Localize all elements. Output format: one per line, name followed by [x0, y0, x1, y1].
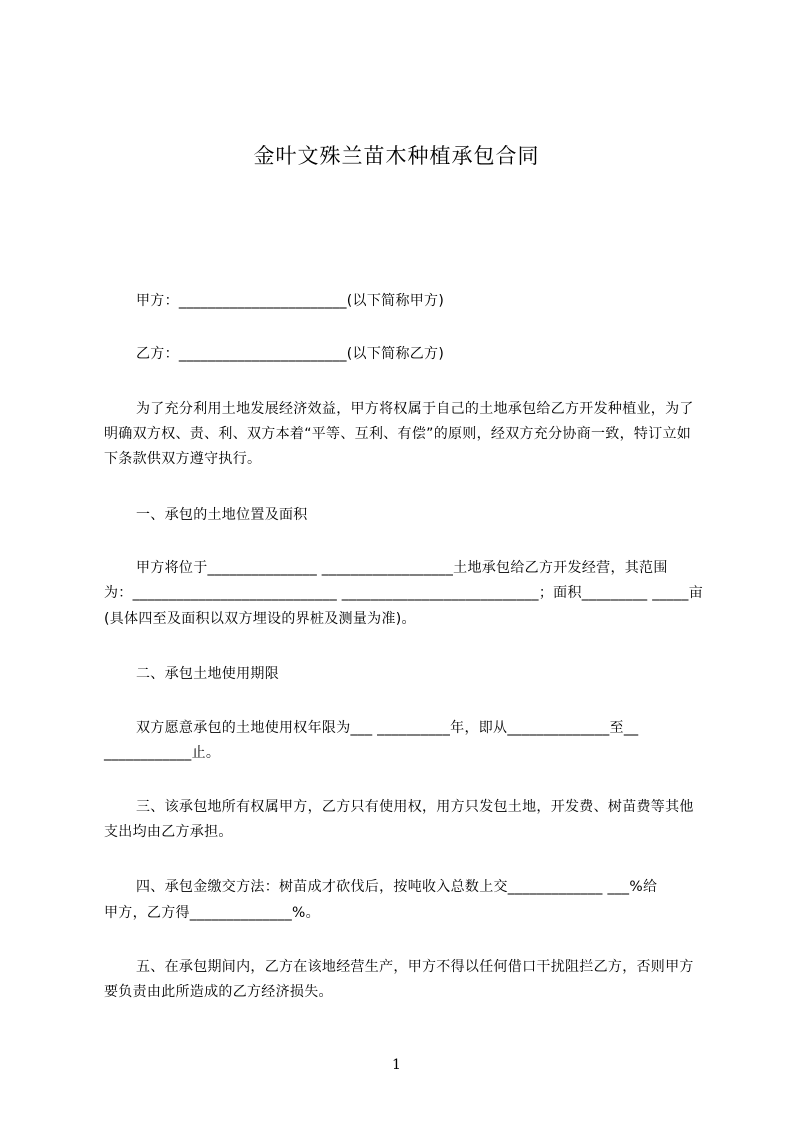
- section-2-body-line-2: ____________止。: [104, 745, 221, 761]
- page-number: 1: [392, 1057, 401, 1073]
- section-1-body-line-3: (具体四至及面积以双方埋设的界桩及测量为准)。: [104, 611, 416, 627]
- section-1-body-line-1: 甲方将位于_______________ __________________土地承包给乙方开发经营，其范围: [136, 560, 668, 576]
- document-title: 金叶文殊兰苗木种植承包合同: [253, 144, 540, 168]
- section-5-paragraph: 五、在承包期间内，乙方在该地经营生产，甲方不得以任何借口干扰阻拦乙方，否则甲方要负责由此所造成的乙方经济损失。: [104, 959, 694, 1000]
- section-2-heading: 二、承包土地使用期限: [136, 666, 279, 682]
- section-3-paragraph: 三、该承包地所有权属甲方，乙方只有使用权，用方只发包土地，开发费、树苗费等其他支出均由乙方承担。: [104, 799, 694, 840]
- section-4-body-line-1: 四、承包金缴交方法：树苗成才砍伐后，按吨收入总数上交_____________ ___%给: [136, 879, 658, 895]
- section-2-body-line-1: 双方愿意承包的土地使用权年限为___ __________年，即从______________至__: [136, 720, 639, 736]
- section-1-body-line-2: 为：____________________________ ___________________________；面积_________ _____亩: [104, 585, 703, 601]
- intro-paragraph: 为了充分利用土地发展经济效益，甲方将权属于自己的土地承包给乙方开发种植业，为了明确双方权、责、利、双方本着“平等、互利、有偿”的原则，经双方充分协商一致，特订立如下条款供双方遵守执行。: [104, 401, 694, 467]
- party-a-line: 甲方：_______________________(以下简称甲方): [136, 293, 445, 309]
- section-4-body-line-2: 甲方，乙方得______________%。: [104, 905, 320, 921]
- party-b-line: 乙方：_______________________(以下简称乙方): [136, 346, 445, 362]
- section-1-heading: 一、承包的土地位置及面积: [136, 507, 308, 523]
